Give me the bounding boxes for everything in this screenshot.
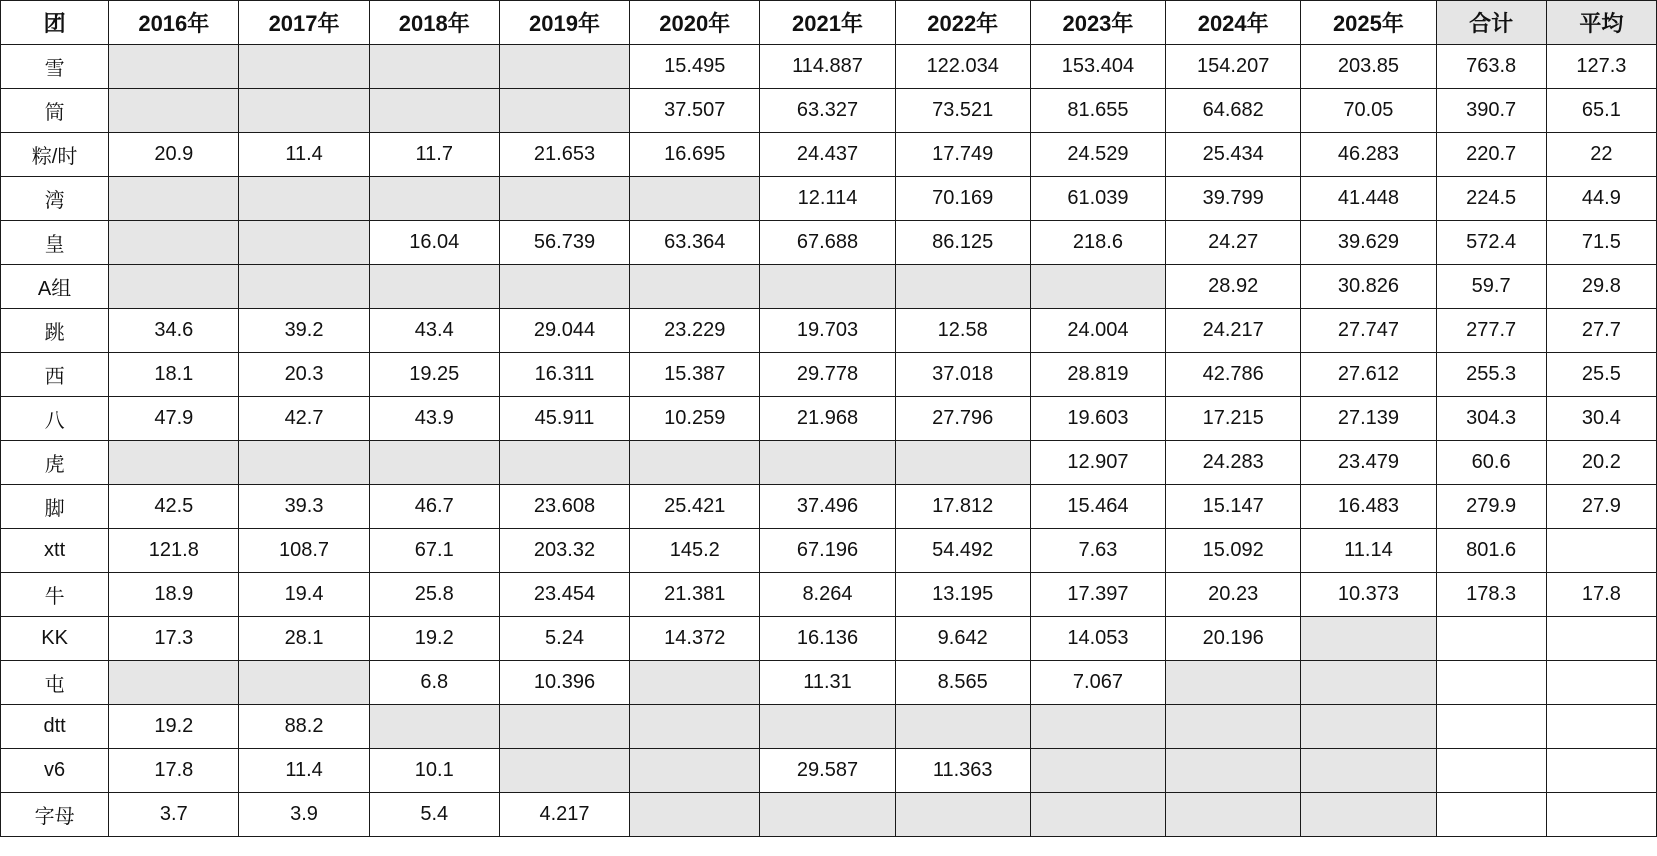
empty-cell bbox=[895, 441, 1030, 485]
cell-2018: 5.4 bbox=[369, 793, 499, 837]
table-row bbox=[1, 45, 1657, 89]
cell-average bbox=[1546, 793, 1656, 837]
empty-cell bbox=[109, 265, 239, 309]
row-label: 虎 bbox=[1, 441, 109, 485]
cell-2024: 42.786 bbox=[1166, 353, 1301, 397]
cell-2021: 16.136 bbox=[760, 617, 895, 661]
cell-2023: 61.039 bbox=[1030, 177, 1165, 221]
cell-2020: 37.507 bbox=[630, 89, 760, 133]
empty-cell bbox=[239, 441, 369, 485]
cell-2016: 121.8 bbox=[109, 529, 239, 573]
cell-2017: 11.4 bbox=[239, 133, 369, 177]
table-row bbox=[1, 133, 1657, 177]
cell-total: 763.8 bbox=[1436, 45, 1546, 89]
empty-cell bbox=[1166, 705, 1301, 749]
empty-cell bbox=[1030, 705, 1165, 749]
empty-cell bbox=[1166, 661, 1301, 705]
empty-cell bbox=[239, 177, 369, 221]
empty-cell bbox=[499, 441, 629, 485]
header-2020: 2020年 bbox=[630, 1, 760, 45]
empty-cell bbox=[760, 441, 895, 485]
empty-cell bbox=[369, 177, 499, 221]
cell-2020: 10.259 bbox=[630, 397, 760, 441]
cell-2022: 73.521 bbox=[895, 89, 1030, 133]
cell-total bbox=[1436, 749, 1546, 793]
cell-2017: 19.4 bbox=[239, 573, 369, 617]
cell-2017: 39.3 bbox=[239, 485, 369, 529]
cell-2017: 42.7 bbox=[239, 397, 369, 441]
cell-2019: 56.739 bbox=[499, 221, 629, 265]
cell-2021: 12.114 bbox=[760, 177, 895, 221]
empty-cell bbox=[109, 45, 239, 89]
empty-cell bbox=[630, 177, 760, 221]
cell-total: 277.7 bbox=[1436, 309, 1546, 353]
cell-2023: 153.404 bbox=[1030, 45, 1165, 89]
cell-total: 279.9 bbox=[1436, 485, 1546, 529]
table-body bbox=[1, 45, 1657, 837]
cell-2022: 17.749 bbox=[895, 133, 1030, 177]
cell-2021: 11.31 bbox=[760, 661, 895, 705]
cell-2018: 46.7 bbox=[369, 485, 499, 529]
cell-2017: 88.2 bbox=[239, 705, 369, 749]
header-2016: 2016年 bbox=[109, 1, 239, 45]
cell-2024: 24.217 bbox=[1166, 309, 1301, 353]
cell-2020: 21.381 bbox=[630, 573, 760, 617]
cell-2021: 24.437 bbox=[760, 133, 895, 177]
empty-cell bbox=[630, 705, 760, 749]
cell-2024: 15.092 bbox=[1166, 529, 1301, 573]
empty-cell bbox=[499, 45, 629, 89]
cell-average: 20.2 bbox=[1546, 441, 1656, 485]
cell-average: 22 bbox=[1546, 133, 1656, 177]
empty-cell bbox=[499, 89, 629, 133]
row-label: 牛 bbox=[1, 573, 109, 617]
empty-cell bbox=[109, 441, 239, 485]
cell-average bbox=[1546, 661, 1656, 705]
cell-2018: 43.4 bbox=[369, 309, 499, 353]
row-label: 屯 bbox=[1, 661, 109, 705]
table-row bbox=[1, 309, 1657, 353]
empty-cell bbox=[1301, 661, 1436, 705]
cell-2024: 39.799 bbox=[1166, 177, 1301, 221]
cell-total: 178.3 bbox=[1436, 573, 1546, 617]
cell-2025: 30.826 bbox=[1301, 265, 1436, 309]
empty-cell bbox=[630, 661, 760, 705]
cell-2020: 15.495 bbox=[630, 45, 760, 89]
row-label: dtt bbox=[1, 705, 109, 749]
row-label: 跳 bbox=[1, 309, 109, 353]
cell-total bbox=[1436, 793, 1546, 837]
cell-2022: 11.363 bbox=[895, 749, 1030, 793]
header-average: 平均 bbox=[1546, 1, 1656, 45]
cell-2016: 34.6 bbox=[109, 309, 239, 353]
cell-2019: 4.217 bbox=[499, 793, 629, 837]
empty-cell bbox=[1030, 749, 1165, 793]
cell-2022: 70.169 bbox=[895, 177, 1030, 221]
cell-2018: 19.2 bbox=[369, 617, 499, 661]
cell-2018: 67.1 bbox=[369, 529, 499, 573]
cell-total: 60.6 bbox=[1436, 441, 1546, 485]
cell-2021: 8.264 bbox=[760, 573, 895, 617]
cell-average: 17.8 bbox=[1546, 573, 1656, 617]
header-2021: 2021年 bbox=[760, 1, 895, 45]
cell-2025: 39.629 bbox=[1301, 221, 1436, 265]
cell-2017: 28.1 bbox=[239, 617, 369, 661]
cell-total bbox=[1436, 705, 1546, 749]
cell-total: 304.3 bbox=[1436, 397, 1546, 441]
row-label: 皇 bbox=[1, 221, 109, 265]
cell-2021: 63.327 bbox=[760, 89, 895, 133]
cell-total bbox=[1436, 661, 1546, 705]
cell-2017: 3.9 bbox=[239, 793, 369, 837]
cell-total bbox=[1436, 617, 1546, 661]
cell-2023: 12.907 bbox=[1030, 441, 1165, 485]
empty-cell bbox=[499, 265, 629, 309]
cell-average: 25.5 bbox=[1546, 353, 1656, 397]
header-2018: 2018年 bbox=[369, 1, 499, 45]
empty-cell bbox=[239, 45, 369, 89]
empty-cell bbox=[239, 221, 369, 265]
cell-2025: 11.14 bbox=[1301, 529, 1436, 573]
cell-2020: 16.695 bbox=[630, 133, 760, 177]
cell-average: 127.3 bbox=[1546, 45, 1656, 89]
cell-2020: 25.421 bbox=[630, 485, 760, 529]
cell-2021: 67.688 bbox=[760, 221, 895, 265]
header-2024: 2024年 bbox=[1166, 1, 1301, 45]
table-row bbox=[1, 177, 1657, 221]
cell-total: 801.6 bbox=[1436, 529, 1546, 573]
cell-2025: 27.612 bbox=[1301, 353, 1436, 397]
cell-average: 29.8 bbox=[1546, 265, 1656, 309]
table-row bbox=[1, 441, 1657, 485]
empty-cell bbox=[760, 705, 895, 749]
cell-average: 30.4 bbox=[1546, 397, 1656, 441]
cell-2016: 17.3 bbox=[109, 617, 239, 661]
cell-2016: 18.1 bbox=[109, 353, 239, 397]
cell-2022: 8.565 bbox=[895, 661, 1030, 705]
cell-2017: 108.7 bbox=[239, 529, 369, 573]
table-row bbox=[1, 89, 1657, 133]
empty-cell bbox=[239, 265, 369, 309]
cell-2025: 16.483 bbox=[1301, 485, 1436, 529]
cell-2017: 20.3 bbox=[239, 353, 369, 397]
cell-2022: 12.58 bbox=[895, 309, 1030, 353]
cell-2018: 19.25 bbox=[369, 353, 499, 397]
cell-2021: 21.968 bbox=[760, 397, 895, 441]
empty-cell bbox=[109, 221, 239, 265]
row-label: 八 bbox=[1, 397, 109, 441]
header-2019: 2019年 bbox=[499, 1, 629, 45]
cell-total: 59.7 bbox=[1436, 265, 1546, 309]
cell-2021: 19.703 bbox=[760, 309, 895, 353]
empty-cell bbox=[369, 441, 499, 485]
header-group: 团 bbox=[1, 1, 109, 45]
cell-total: 390.7 bbox=[1436, 89, 1546, 133]
cell-2023: 81.655 bbox=[1030, 89, 1165, 133]
cell-2023: 7.067 bbox=[1030, 661, 1165, 705]
cell-2024: 154.207 bbox=[1166, 45, 1301, 89]
cell-2024: 17.215 bbox=[1166, 397, 1301, 441]
cell-average: 44.9 bbox=[1546, 177, 1656, 221]
table-row bbox=[1, 749, 1657, 793]
cell-total: 572.4 bbox=[1436, 221, 1546, 265]
table-row bbox=[1, 221, 1657, 265]
row-label: 脚 bbox=[1, 485, 109, 529]
cell-2025: 203.85 bbox=[1301, 45, 1436, 89]
cell-2021: 37.496 bbox=[760, 485, 895, 529]
cell-2024: 64.682 bbox=[1166, 89, 1301, 133]
cell-total: 255.3 bbox=[1436, 353, 1546, 397]
cell-2016: 17.8 bbox=[109, 749, 239, 793]
empty-cell bbox=[1301, 749, 1436, 793]
cell-average: 27.9 bbox=[1546, 485, 1656, 529]
cell-2016: 20.9 bbox=[109, 133, 239, 177]
cell-2024: 24.283 bbox=[1166, 441, 1301, 485]
table-row bbox=[1, 397, 1657, 441]
cell-2020: 145.2 bbox=[630, 529, 760, 573]
empty-cell bbox=[369, 89, 499, 133]
row-label: 粽/时 bbox=[1, 133, 109, 177]
cell-2018: 11.7 bbox=[369, 133, 499, 177]
cell-2022: 122.034 bbox=[895, 45, 1030, 89]
cell-average bbox=[1546, 749, 1656, 793]
cell-2023: 24.004 bbox=[1030, 309, 1165, 353]
header-2022: 2022年 bbox=[895, 1, 1030, 45]
empty-cell bbox=[499, 749, 629, 793]
empty-cell bbox=[1166, 749, 1301, 793]
cell-2020: 14.372 bbox=[630, 617, 760, 661]
cell-2019: 21.653 bbox=[499, 133, 629, 177]
cell-2025: 46.283 bbox=[1301, 133, 1436, 177]
cell-2023: 17.397 bbox=[1030, 573, 1165, 617]
cell-2016: 3.7 bbox=[109, 793, 239, 837]
cell-2022: 27.796 bbox=[895, 397, 1030, 441]
cell-2019: 10.396 bbox=[499, 661, 629, 705]
cell-average bbox=[1546, 617, 1656, 661]
cell-2022: 17.812 bbox=[895, 485, 1030, 529]
cell-2024: 20.196 bbox=[1166, 617, 1301, 661]
empty-cell bbox=[239, 661, 369, 705]
empty-cell bbox=[630, 441, 760, 485]
cell-2016: 19.2 bbox=[109, 705, 239, 749]
cell-2021: 29.587 bbox=[760, 749, 895, 793]
cell-total: 224.5 bbox=[1436, 177, 1546, 221]
cell-2022: 86.125 bbox=[895, 221, 1030, 265]
cell-2019: 23.454 bbox=[499, 573, 629, 617]
cell-average: 65.1 bbox=[1546, 89, 1656, 133]
empty-cell bbox=[239, 89, 369, 133]
empty-cell bbox=[369, 45, 499, 89]
row-label: v6 bbox=[1, 749, 109, 793]
cell-2025: 10.373 bbox=[1301, 573, 1436, 617]
cell-2023: 14.053 bbox=[1030, 617, 1165, 661]
cell-2023: 15.464 bbox=[1030, 485, 1165, 529]
empty-cell bbox=[1030, 265, 1165, 309]
cell-2021: 29.778 bbox=[760, 353, 895, 397]
cell-2025: 27.747 bbox=[1301, 309, 1436, 353]
cell-2024: 28.92 bbox=[1166, 265, 1301, 309]
row-label: 筒 bbox=[1, 89, 109, 133]
empty-cell bbox=[1301, 617, 1436, 661]
row-label: A组 bbox=[1, 265, 109, 309]
cell-2025: 27.139 bbox=[1301, 397, 1436, 441]
empty-cell bbox=[630, 793, 760, 837]
empty-cell bbox=[1030, 793, 1165, 837]
cell-2017: 39.2 bbox=[239, 309, 369, 353]
cell-2024: 15.147 bbox=[1166, 485, 1301, 529]
cell-2018: 10.1 bbox=[369, 749, 499, 793]
table-row bbox=[1, 529, 1657, 573]
header-row bbox=[1, 1, 1657, 45]
cell-2022: 54.492 bbox=[895, 529, 1030, 573]
cell-2021: 67.196 bbox=[760, 529, 895, 573]
empty-cell bbox=[895, 705, 1030, 749]
row-label: 西 bbox=[1, 353, 109, 397]
empty-cell bbox=[895, 793, 1030, 837]
cell-average bbox=[1546, 529, 1656, 573]
cell-2019: 5.24 bbox=[499, 617, 629, 661]
cell-2019: 45.911 bbox=[499, 397, 629, 441]
table-row bbox=[1, 705, 1657, 749]
table-header bbox=[1, 1, 1657, 45]
cell-2016: 47.9 bbox=[109, 397, 239, 441]
row-label: 雪 bbox=[1, 45, 109, 89]
header-total: 合计 bbox=[1436, 1, 1546, 45]
cell-2022: 37.018 bbox=[895, 353, 1030, 397]
cell-2019: 29.044 bbox=[499, 309, 629, 353]
empty-cell bbox=[109, 89, 239, 133]
empty-cell bbox=[109, 661, 239, 705]
cell-2016: 42.5 bbox=[109, 485, 239, 529]
header-2025: 2025年 bbox=[1301, 1, 1436, 45]
empty-cell bbox=[760, 265, 895, 309]
cell-2024: 24.27 bbox=[1166, 221, 1301, 265]
cell-2018: 6.8 bbox=[369, 661, 499, 705]
empty-cell bbox=[1301, 793, 1436, 837]
cell-2025: 23.479 bbox=[1301, 441, 1436, 485]
cell-average: 71.5 bbox=[1546, 221, 1656, 265]
cell-2016: 18.9 bbox=[109, 573, 239, 617]
empty-cell bbox=[499, 177, 629, 221]
cell-2022: 9.642 bbox=[895, 617, 1030, 661]
cell-2023: 19.603 bbox=[1030, 397, 1165, 441]
cell-2020: 63.364 bbox=[630, 221, 760, 265]
empty-cell bbox=[499, 705, 629, 749]
cell-2025: 41.448 bbox=[1301, 177, 1436, 221]
header-2023: 2023年 bbox=[1030, 1, 1165, 45]
cell-average: 27.7 bbox=[1546, 309, 1656, 353]
row-label: 字母 bbox=[1, 793, 109, 837]
cell-average bbox=[1546, 705, 1656, 749]
table-row bbox=[1, 573, 1657, 617]
table-row bbox=[1, 265, 1657, 309]
empty-cell bbox=[109, 177, 239, 221]
cell-2021: 114.887 bbox=[760, 45, 895, 89]
row-label: KK bbox=[1, 617, 109, 661]
table-row bbox=[1, 661, 1657, 705]
empty-cell bbox=[630, 749, 760, 793]
cell-2023: 218.6 bbox=[1030, 221, 1165, 265]
cell-2017: 11.4 bbox=[239, 749, 369, 793]
cell-2023: 7.63 bbox=[1030, 529, 1165, 573]
cell-2023: 28.819 bbox=[1030, 353, 1165, 397]
table-row bbox=[1, 353, 1657, 397]
cell-2022: 13.195 bbox=[895, 573, 1030, 617]
cell-2018: 43.9 bbox=[369, 397, 499, 441]
table-row bbox=[1, 793, 1657, 837]
cell-2019: 203.32 bbox=[499, 529, 629, 573]
cell-2023: 24.529 bbox=[1030, 133, 1165, 177]
header-2017: 2017年 bbox=[239, 1, 369, 45]
empty-cell bbox=[369, 265, 499, 309]
row-label: 湾 bbox=[1, 177, 109, 221]
empty-cell bbox=[369, 705, 499, 749]
cell-2018: 16.04 bbox=[369, 221, 499, 265]
empty-cell bbox=[760, 793, 895, 837]
cell-2019: 23.608 bbox=[499, 485, 629, 529]
cell-2025: 70.05 bbox=[1301, 89, 1436, 133]
cell-2020: 15.387 bbox=[630, 353, 760, 397]
cell-2019: 16.311 bbox=[499, 353, 629, 397]
row-label: xtt bbox=[1, 529, 109, 573]
cell-2018: 25.8 bbox=[369, 573, 499, 617]
empty-cell bbox=[1166, 793, 1301, 837]
empty-cell bbox=[1301, 705, 1436, 749]
table-row bbox=[1, 617, 1657, 661]
cell-2020: 23.229 bbox=[630, 309, 760, 353]
cell-2024: 20.23 bbox=[1166, 573, 1301, 617]
cell-total: 220.7 bbox=[1436, 133, 1546, 177]
empty-cell bbox=[895, 265, 1030, 309]
table-row bbox=[1, 485, 1657, 529]
empty-cell bbox=[630, 265, 760, 309]
cell-2024: 25.434 bbox=[1166, 133, 1301, 177]
